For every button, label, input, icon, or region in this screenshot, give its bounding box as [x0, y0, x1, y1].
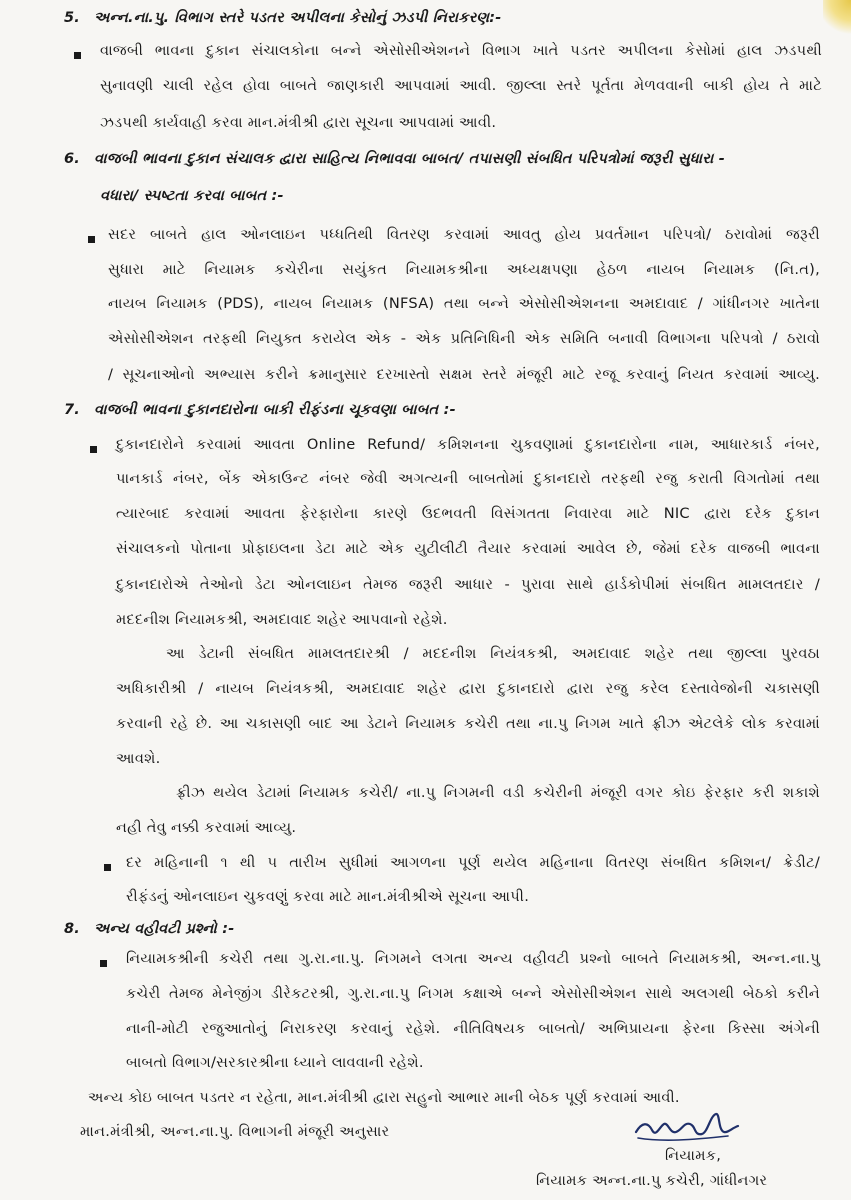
bullet — [104, 864, 111, 871]
section-7-para2-line: આ ડેટાની સંબધિત મામલતદારશ્રી / મદદનીશ નિયંત્રકશ્રી, અમદાવાદ શહેર તથા જીલ્લા પુરવઠા — [166, 645, 820, 662]
section-7-line: સંચાલકનો પોતાના પ્રોફાઇલના ડેટા માટે એક યુટીલીટી તૈયાર કરવામાં આવેલ છે, જેમાં દરેક વાજબી ભાવના — [116, 540, 820, 557]
handwritten-signature — [632, 1108, 742, 1148]
section-6-line: / સૂચનાઓનો અભ્યાસ કરીને ક્રમાનુસાર દરખાસ્તો સક્ષમ સ્તરે મંજૂરી માટે રજૂ કરવાનું નિયત કરવામાં આવ્યુ. — [108, 366, 820, 383]
closing-line: અન્ય કોઇ બાબત પડતર ન રહેતા, માન.મંત્રીશ્રી દ્વારા સહુનો આભાર માની બેઠક પૂર્ણ કરવામાં આવી. — [88, 1089, 680, 1106]
section-7-line: દર મહિનાની ૧ થી ૫ તારીખ સુધીમાં આગળના પૂર્ણ થયેલ મહિનાના વિતરણ સંબધિત કમિશન/ ક્રેડીટ/ — [126, 854, 820, 871]
section-6-heading-cont: વધારા/ સ્પષ્ટતા કરવા બાબત :- — [100, 188, 284, 204]
section-6-line: નાયબ નિયામક (PDS), નાયબ નિયામક (NFSA) તથા બન્ને એસોસીએશનના અમદાવાદ / ગાંધીનગર ખાતેના — [108, 295, 820, 312]
section-7-line: દુકાનદારોને કરવામાં આવતા Online Refund/ કમિશનના ચુકવણામાં દુકાનદારોના નામ, આધારકાર્ડ નંબર, — [116, 436, 820, 453]
section-5-line: ઝડપથી કાર્યવાહી કરવા માન.મંત્રીશ્રી દ્વારા સૂચના આપવામાં આવી. — [100, 114, 497, 131]
section-5-line: સુનાવણી ચાલી રહેલ હોવા બાબતે જાણકારી આપવામાં આવી. જીલ્લા સ્તરે પૂર્તતા મેળવવાની બાકી હોય તે માટે — [100, 77, 822, 94]
bullet — [100, 960, 107, 967]
signatory-title: નિયામક, — [665, 1147, 722, 1164]
section-7-line: રીફંડનું ઓનલાઇન ચુકવણું કરવા માટે માન.મંત્રીશ્રીએ સૂચના આપી. — [126, 888, 530, 905]
section-7-para3-line: નહી તેવુ નક્કી કરવામાં આવ્યુ. — [116, 819, 297, 836]
section-6-line: સદર બાબતે હાલ ઓનલાઇન પધ્ધતિથી વિતરણ કરવામાં આવતુ હોય પ્રવર્તમાન પરિપત્રો/ ઠરાવોમાં જરૂરી — [108, 226, 820, 243]
section-8-line: નિયામકશ્રીની કચેરી તથા ગુ.રા.ના.પુ. નિગમને લગતા અન્ય વહીવટી પ્રશ્નો બાબતે નિયામકશ્રી, અન્ન.ના.પુ — [126, 950, 820, 967]
signatory-office: નિયામક અન્ન.ના.પુ કચેરી, ગાંધીનગર — [536, 1172, 768, 1189]
section-8-line: નાની-મોટી રજુઆતોનું નિરાકરણ કરવાનું રહેશે. નીતિવિષયક બાબતો/ અભિપ્રાયના ફેરના કિસ્સા અંગેની — [126, 1020, 820, 1037]
section-7-para2-line: અધિકારીશ્રી / નાયબ નિયંત્રકશ્રી, અમદાવાદ શહેર દ્વારા દુકાનદારો દ્વારા રજુ કરેલ દસ્તાવેજોની ચકાસણી — [116, 680, 820, 697]
section-7-para2-line: કરવાની રહે છે. આ ચકાસણી બાદ આ ડેટાને નિયામક કચેરી તથા ના.પુ નિગમ ખાતે ફ્રીઝ એટલેકે લોક કરવામાં — [116, 715, 820, 732]
section-7-line: દુકાનદારોએ તેઓનો ડેટા ઓનલાઇન તેમજ જરૂરી આધાર - પુરાવા સાથે હાર્ડકોપીમાં સંબધિત મામલતદાર / — [116, 576, 820, 593]
approval-line: માન.મંત્રીશ્રી, અન્ન.ના.પુ. વિભાગની મંજૂરી અનુસાર — [80, 1123, 390, 1140]
section-7-line: પાનકાર્ડ નંબર, બેંક એકાઉન્ટ નંબર જેવી અગત્યની બાબતોમાં દુકાનદારો તરફથી રજુ કરાતી વિગતોમાં તથા — [116, 470, 820, 487]
section-6-line: સુધારા માટે નિયામક કચેરીના સયુંકત નિયામકશ્રીના અધ્યક્ષપણા હેઠળ નાયબ નિયામક (નિ.ત), — [108, 261, 820, 278]
section-7-para2-line: આવશે. — [116, 750, 161, 767]
section-8-line: કચેરી તેમજ મેનેજીંગ ડીરેકટરશ્રી, ગુ.રા.ના.પુ નિગમ કક્ષાએ બન્ને એસોસીએશન સાથે અલગથી બેઠકો કરીને — [126, 985, 820, 1002]
section-5-line: વાજબી ભાવના દુકાન સંચાલકોના બન્ને એસોસીએશનને વિભાગ ખાતે પડતર અપીલના કેસોમાં હાલ ઝડપથી — [100, 42, 822, 59]
section-7-line: મદદનીશ નિયામકશ્રી, અમદાવાદ શહેર આપવાનો રહેશે. — [116, 611, 448, 628]
section-5-heading: 5. અન્ન.ના.પુ. વિભાગ સ્તરે પડતર અપીલના કેસોનું ઝડપી નિરાકરણ:- — [64, 10, 502, 26]
bullet — [90, 446, 97, 453]
section-7-para3-line: ફ્રીઝ થયેલ ડેટામાં નિયામક કચેરી/ ના.પુ નિગમની વડી કચેરીની મંજૂરી વગર કોઇ ફેરફાર કરી શકાશે — [176, 784, 820, 801]
bullet — [74, 52, 81, 59]
section-8-heading: 8. અન્ય વહીવટી પ્રશ્નો :- — [64, 921, 235, 937]
section-7-heading: 7. વાજબી ભાવના દુકાનદારોના બાકી રીફંડના ચૂકવણા બાબત :- — [64, 402, 456, 418]
section-7-line: ત્યારબાદ કરવામાં આવતા ફેરફારોના કારણે ઉદભવતી વિસંગતતા નિવારવા માટે NIC દ્વારા દરેક દુકાન — [116, 505, 820, 522]
paper-stain — [823, 0, 851, 36]
section-6-line: એસોસીએશન તરફથી નિયુક્ત કરાયેલ એક - એક પ્રતિનિધિની એક સમિતિ બનાવી વિભાગના પરિપત્રો / ઠરાવો — [108, 330, 820, 347]
section-8-line: બાબતો વિભાગ/સરકારશ્રીના ધ્યાને લાવવાની રહેશે. — [126, 1054, 424, 1071]
bullet — [88, 236, 95, 243]
section-6-heading: 6. વાજબી ભાવના દુકાન સંચાલક દ્વારા સાહિત્ય નિભાવવા બાબત/ તપાસણી સંબધિત પરિપત્રોમાં જરૂરી સુધારા - — [64, 151, 726, 167]
